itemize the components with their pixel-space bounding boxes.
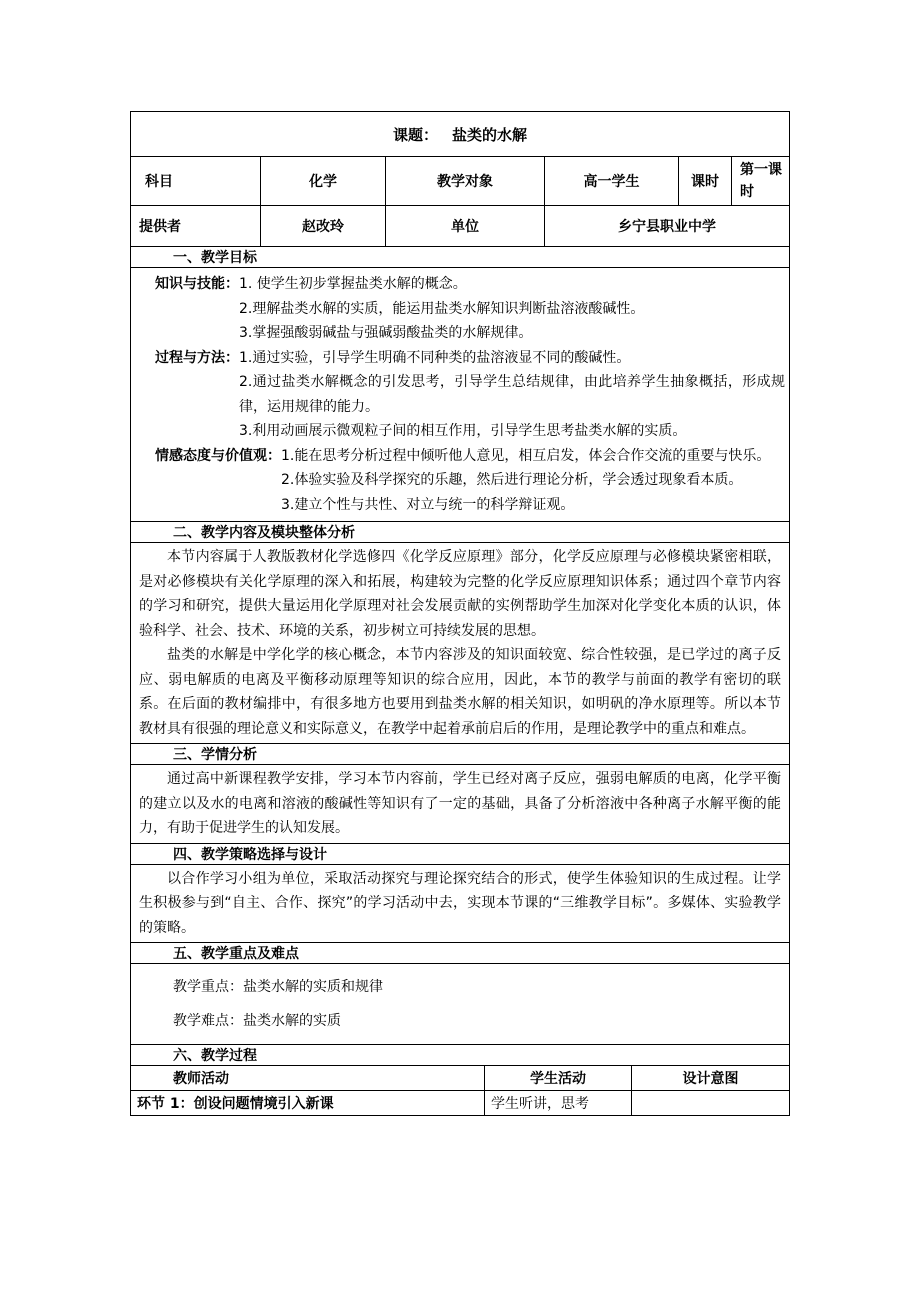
content-paragraph-2: 盐类的水解是中学化学的核心概念，本节内容涉及的知识面较宽、综合性较强，是已学过的离子反应、弱电解质的电离及平衡移动原理等知识的综合应用，因此，本节的教学与前面的教学有密切的联系。在后面的教材编排中，有很多地方也要用到盐类水解的相关知识，如明矾的净水原理等。所以本节教材具有很强的理论意义和实际意义，在教学中起着承前启后的作用，是理论教学中的重点和难点。 bbox=[139, 647, 782, 737]
period-label: 课时 bbox=[679, 157, 732, 206]
lesson-plan-table bbox=[130, 111, 790, 1066]
content-heading-row bbox=[131, 522, 790, 543]
keypoints-body bbox=[131, 964, 790, 1045]
knowledge-item: 3.掌握强酸弱碱盐与强碱弱酸盐类的水解规律。 bbox=[239, 325, 533, 341]
title-label: 课题： bbox=[393, 125, 439, 144]
keypoints-heading: 五、教学重点及难点 bbox=[131, 943, 790, 964]
step-1-student: 学生听讲，思考 bbox=[485, 1091, 632, 1116]
process-header-row bbox=[131, 1066, 790, 1091]
strategy-heading: 四、教学策略选择与设计 bbox=[131, 843, 790, 864]
col-teacher: 教师活动 bbox=[131, 1066, 485, 1091]
goals-heading: 一、教学目标 bbox=[131, 247, 790, 268]
knowledge-goals bbox=[155, 272, 785, 346]
content-paragraph-1: 本节内容属于人教版教材化学选修四《化学反应原理》部分，化学反应原理与必修模块紧密相联，是对必修模块有关化学原理的深入和拓展，构建较为完整的化学反应原理知识体系；通过四个章节内容的学习和研究，提供大量运用化学原理对社会发展贡献的实例帮助学生加深对化学变化本质的认识，体验科学、社会、技术、环境的关系，初步树立可持续发展的思想。 bbox=[139, 549, 782, 639]
goals-body bbox=[131, 268, 790, 522]
step-1-intent bbox=[632, 1091, 790, 1116]
teaching-focus: 教学重点：盐类水解的实质和规律 bbox=[173, 979, 383, 995]
strategy-heading-row bbox=[131, 843, 790, 864]
knowledge-label: 知识与技能： bbox=[155, 276, 239, 292]
subject-label: 科目 bbox=[131, 157, 261, 206]
info-row-2 bbox=[131, 206, 790, 247]
students-body bbox=[131, 765, 790, 844]
process-heading-row bbox=[131, 1045, 790, 1066]
emotion-item: 1.能在思考分析过程中倾听他人意见，相互启发，体会合作交流的重要与快乐。 bbox=[281, 447, 771, 464]
period-value: 第一课时 bbox=[732, 157, 790, 206]
process-item: 2.通过盐类水解概念的引发思考，引导学生总结规律，由此培养学生抽象概括，形成规律，运用规律的能力。 bbox=[239, 374, 786, 415]
strategy-body bbox=[131, 864, 790, 943]
strategy-row bbox=[131, 864, 790, 943]
students-heading-row bbox=[131, 744, 790, 765]
process-table bbox=[130, 1065, 790, 1116]
provider-value: 赵改玲 bbox=[261, 206, 386, 247]
lesson-plan bbox=[130, 111, 789, 1116]
emotion-item: 2.体验实验及科学探究的乐趣，然后进行理论分析，学会透过现象看本质。 bbox=[281, 472, 743, 488]
step-1-teacher: 环节 1：创设问题情境引入新课 bbox=[131, 1091, 485, 1116]
keypoints-row bbox=[131, 964, 790, 1045]
col-student: 学生活动 bbox=[485, 1066, 632, 1091]
info-row-1 bbox=[131, 157, 790, 206]
process-item: 1.通过实验，引导学生明确不同种类的盐溶液显不同的酸碱性。 bbox=[239, 349, 631, 366]
process-item: 3.利用动画展示微观粒子间的相互作用，引导学生思考盐类水解的实质。 bbox=[239, 423, 687, 439]
knowledge-item: 2.理解盐类水解的实质，能运用盐类水解知识判断盐溶液酸碱性。 bbox=[239, 300, 645, 317]
content-body bbox=[131, 543, 790, 744]
teaching-difficulty: 教学难点：盐类水解的实质 bbox=[173, 1013, 341, 1029]
keypoints-heading-row bbox=[131, 943, 790, 964]
process-label: 过程与方法： bbox=[155, 349, 239, 366]
students-paragraph: 通过高中新课程教学安排，学习本节内容前，学生已经对离子反应，强弱电解质的电离，化学平衡的建立以及水的电离和溶液的酸碱性等知识有了一定的基础，具备了分析溶液中各种离子水解平衡的能力，有助于促进学生的认知发展。 bbox=[139, 771, 782, 836]
process-heading: 六、教学过程 bbox=[131, 1045, 790, 1066]
unit-value: 乡宁县职业中学 bbox=[545, 206, 790, 247]
process-goals bbox=[155, 346, 785, 444]
content-heading: 二、教学内容及模块整体分析 bbox=[131, 522, 790, 543]
goals-row bbox=[131, 268, 790, 522]
audience-value: 高一学生 bbox=[545, 157, 679, 206]
strategy-paragraph: 以合作学习小组为单位，采取活动探究与理论探究结合的形式，使学生体验知识的生成过程。让学生积极参与到“自主、合作、探究”的学习活动中去，实现本节课的“三维教学目标”。多媒体、实验教学的策略。 bbox=[139, 870, 782, 936]
table-row bbox=[131, 1091, 790, 1116]
unit-label: 单位 bbox=[386, 206, 545, 247]
students-heading: 三、学情分析 bbox=[131, 744, 790, 765]
emotion-label: 情感态度与价值观： bbox=[155, 447, 281, 464]
students-row bbox=[131, 765, 790, 844]
title-value: 盐类的水解 bbox=[452, 125, 528, 144]
emotion-goals bbox=[155, 444, 785, 518]
title-row bbox=[131, 112, 790, 157]
knowledge-item: 1. 使学生初步掌握盐类水解的概念。 bbox=[239, 276, 467, 292]
col-intent: 设计意图 bbox=[632, 1066, 790, 1091]
goals-heading-row bbox=[131, 247, 790, 268]
subject-value: 化学 bbox=[261, 157, 386, 206]
content-row bbox=[131, 543, 790, 744]
provider-label: 提供者 bbox=[131, 206, 261, 247]
lesson-title bbox=[131, 112, 790, 157]
emotion-item: 3.建立个性与共性、对立与统一的科学辩证观。 bbox=[281, 496, 575, 513]
audience-label: 教学对象 bbox=[386, 157, 545, 206]
